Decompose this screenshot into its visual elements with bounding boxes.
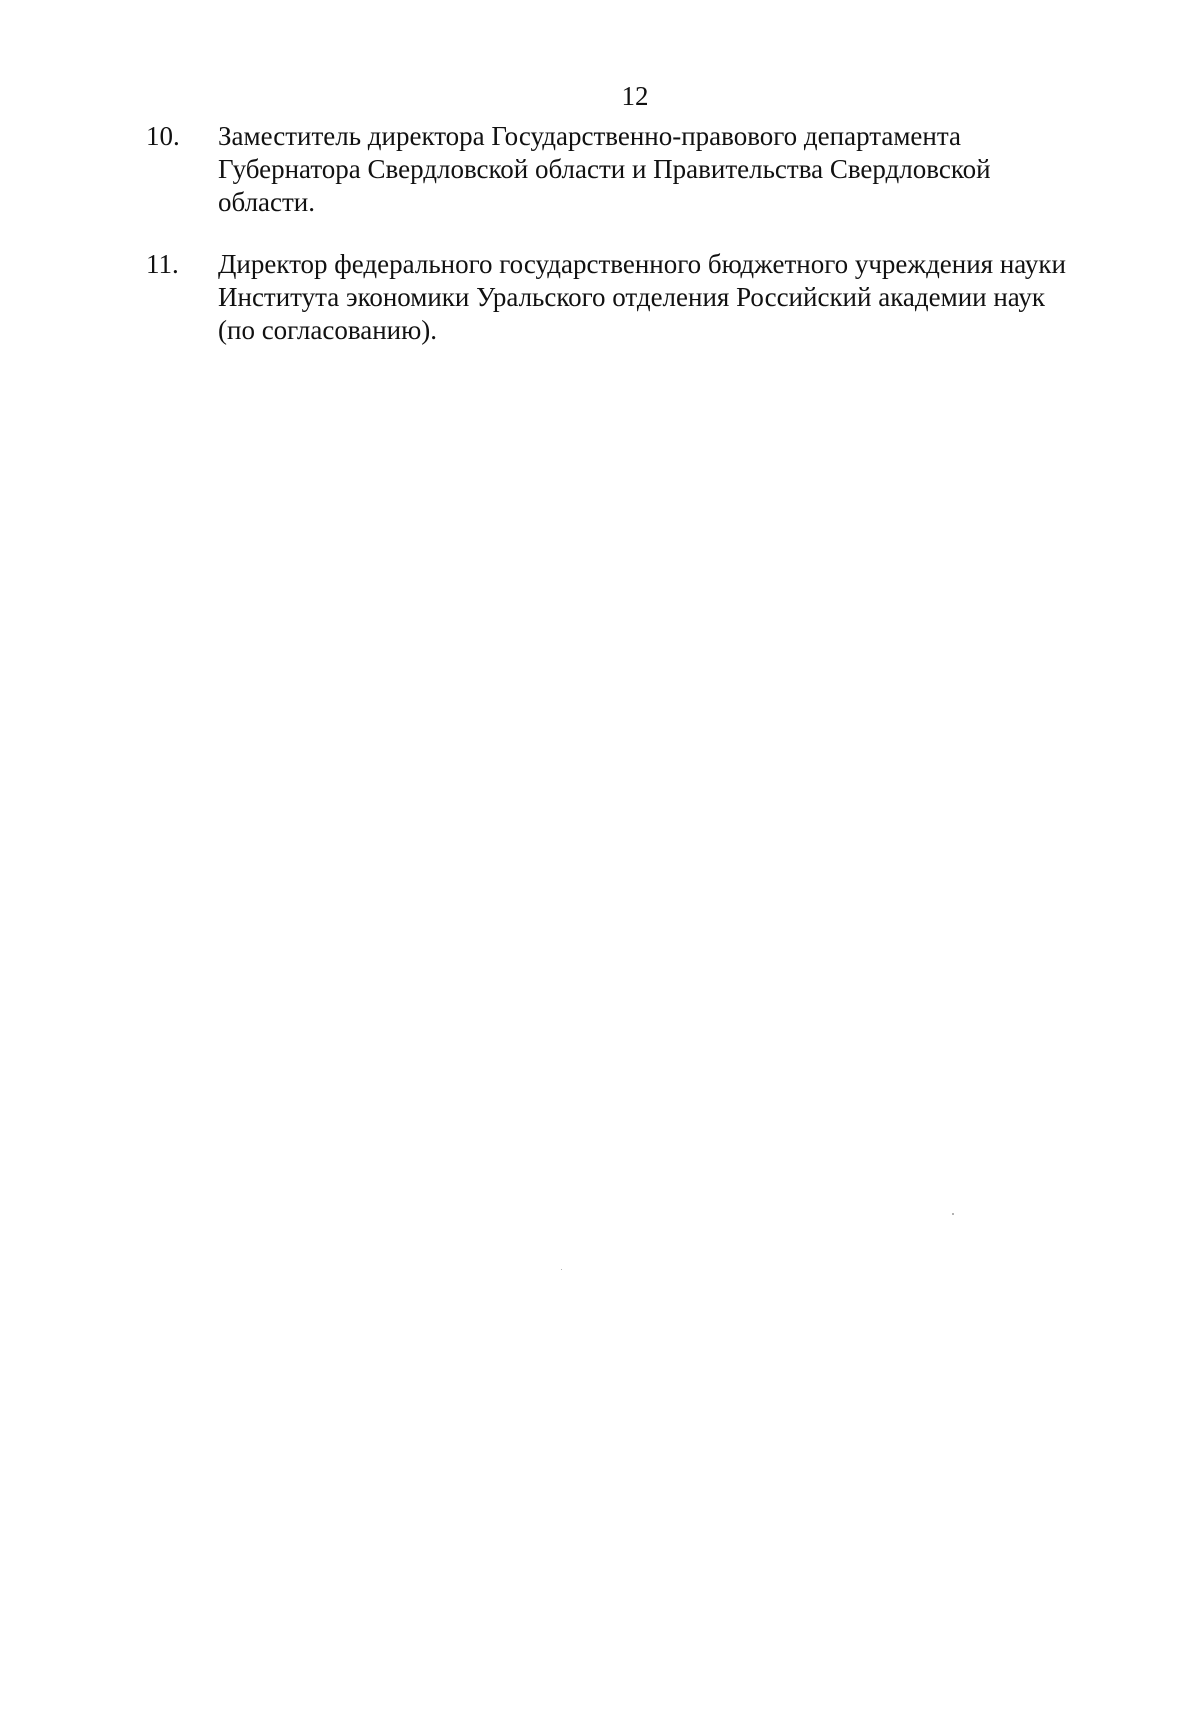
list-item-line: Заместитель директора Государственно-правового департамента (218, 121, 961, 151)
scan-speck (952, 1213, 954, 1215)
list-item-text (218, 248, 1146, 347)
list-item (146, 120, 1146, 219)
numbered-list (146, 120, 1146, 376)
list-item-number: 10. (146, 121, 180, 151)
list-item-line: Губернатора Свердловской области и Правительства Свердловской (218, 154, 991, 184)
page-number: 12 (621, 81, 649, 111)
list-item-text (218, 120, 1146, 219)
list-item (146, 248, 1146, 347)
list-item-number: 11. (146, 249, 179, 279)
list-item-line: области. (218, 187, 316, 217)
scan-speck (561, 1269, 562, 1270)
list-item-line: (по согласованию). (218, 315, 438, 345)
list-item-line: Директор федерального государственного бюджетного учреждения науки (218, 249, 1066, 279)
list-item-line: Института экономики Уральского отделения Российский академии наук (218, 282, 1046, 312)
